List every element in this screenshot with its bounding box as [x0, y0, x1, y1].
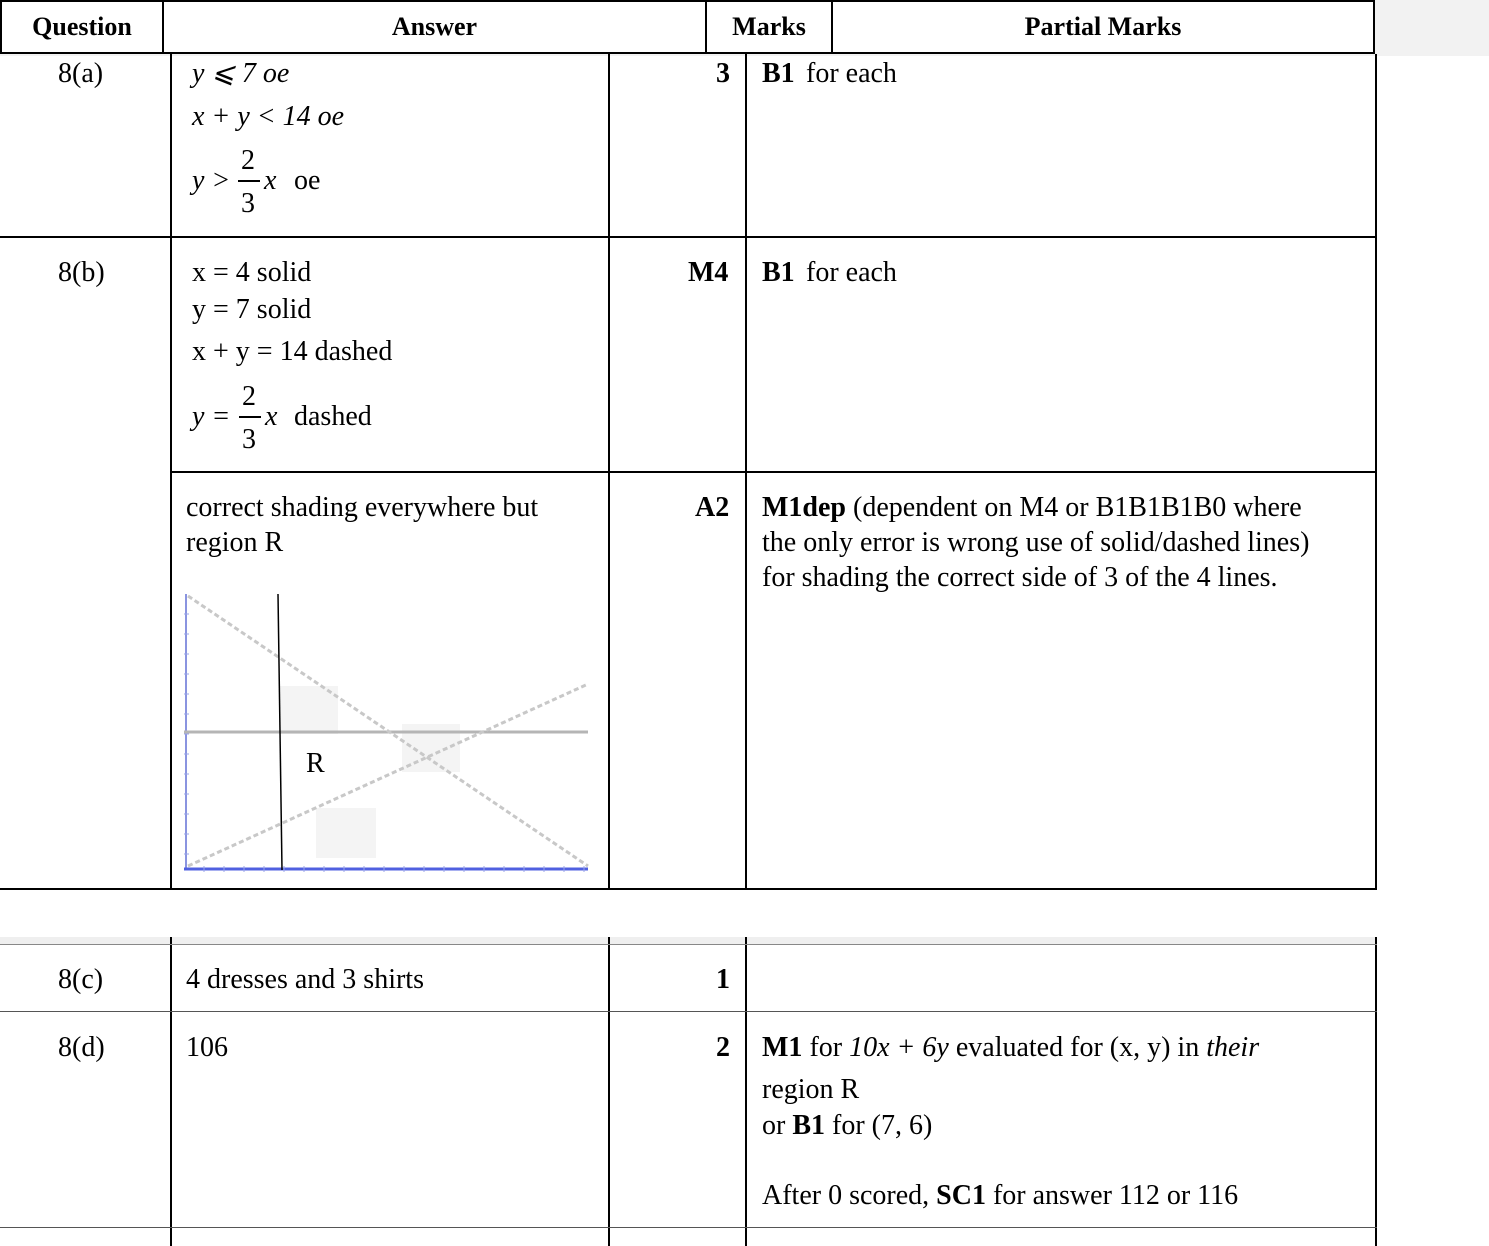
partial-8b-m1dep-line1 — [762, 494, 1302, 522]
grid-hline-8a-bottom — [0, 236, 1377, 238]
answer-8c: 4 dresses and 3 shirts — [186, 964, 424, 995]
answer-8b-line3: x + y = 14 dashed — [192, 336, 393, 367]
header-marks: Marks — [705, 0, 833, 54]
answer-8b-line2: y = 7 solid — [192, 294, 312, 325]
header-question: Question — [0, 0, 164, 54]
answer-8b-frac-den: 3 — [242, 424, 256, 455]
partial-8b-bold: B1 — [762, 257, 795, 288]
partial-8b-m1dep-bold: M1dep — [762, 492, 846, 523]
graph-line-y-two-thirds-x — [188, 684, 588, 866]
header-partial-marks: Partial Marks — [831, 0, 1375, 54]
answer-8a-line2: x + y < 14 oe — [192, 101, 345, 132]
question-8c: 8(c) — [58, 964, 104, 995]
answer-8b-frac-bar — [239, 416, 261, 418]
grid-vline-2b — [608, 937, 610, 1246]
partial-8d-line1 — [762, 1034, 1259, 1062]
marks-8b-a2: A2 — [695, 492, 730, 523]
answer-8a-frac-den: 3 — [241, 188, 255, 219]
grid-hline-8b-mid — [170, 471, 1377, 473]
answer-8b-line4-pre: y = — [192, 401, 231, 432]
answer-8a-line1: y ⩽ 7 oe — [192, 58, 290, 89]
question-8b: 8(b) — [58, 257, 105, 288]
partial-8b-m1dep-text1: (dependent on M4 or B1B1B1B0 where — [853, 492, 1302, 523]
answer-8b-frac-num: 2 — [242, 381, 256, 412]
answer-8a-frac-bar — [238, 180, 260, 182]
partial-8b-m1dep-line3: for shading the correct side of 3 of the 4 lines. — [762, 562, 1278, 593]
answer-8b-line4-dashed: dashed — [294, 401, 372, 432]
partial-8d-line4 — [762, 1182, 1238, 1210]
marks-8d: 2 — [716, 1032, 730, 1063]
answer-8a-line3-oe: oe — [294, 165, 321, 196]
region-graph — [184, 594, 590, 876]
marks-8b-m4: M4 — [688, 257, 729, 288]
grid-vline-1b — [170, 937, 172, 1246]
grid-hline-8b-bottom — [0, 888, 1377, 890]
marks-8c: 1 — [716, 964, 730, 995]
question-8a: 8(a) — [58, 58, 104, 89]
partial-8a-bold: B1 — [762, 58, 795, 89]
partial-8b-text: for each — [806, 257, 897, 288]
partial-8d-after: After 0 scored, — [762, 1180, 930, 1211]
grid-hline-8c-bottom — [0, 1011, 1377, 1012]
question-8d: 8(d) — [58, 1032, 105, 1063]
grid-hline-8d-bottom — [0, 1227, 1377, 1228]
partial-8b-m1dep-line2: the only error is wrong use of solid/dashed lines) — [762, 527, 1310, 558]
partial-8d-for: for — [809, 1032, 843, 1063]
partial-8d-sc1-text: for answer 112 or 116 — [992, 1180, 1239, 1211]
partial-8d-mid: evaluated for (x, y) in — [955, 1032, 1200, 1063]
partial-8d-their: their — [1206, 1032, 1260, 1063]
partial-8d-or: or — [762, 1110, 786, 1141]
answer-8b-shading-line2: region R — [186, 527, 284, 558]
answer-8b-shading-line1: correct shading everywhere but — [186, 492, 539, 523]
header-answer: Answer — [162, 0, 707, 54]
graph-region-label: R — [306, 748, 325, 779]
answer-8a-line3-x: x — [264, 165, 277, 196]
answer-8d: 106 — [186, 1032, 228, 1063]
partial-8d-line2: region R — [762, 1074, 860, 1105]
grid-hline-lower-top — [0, 944, 1377, 945]
partial-8d-line3 — [762, 1112, 932, 1140]
partial-8d-b1-text: for (7, 6) — [832, 1110, 933, 1141]
partial-8d-expr: 10x + 6y — [849, 1032, 949, 1063]
marks-8a: 3 — [716, 58, 730, 89]
answer-8b-line4-x: x — [265, 401, 278, 432]
answer-8a-line3-pre: y > — [192, 165, 231, 196]
partial-8d-sc1: SC1 — [936, 1180, 986, 1211]
partial-8d-m1: M1 — [762, 1032, 803, 1063]
grid-vline-3b — [745, 937, 747, 1246]
partial-8d-b1: B1 — [792, 1110, 826, 1141]
answer-8b-line1: x = 4 solid — [192, 257, 312, 288]
graph-lines — [184, 594, 590, 876]
partial-8a-text: for each — [806, 58, 897, 89]
answer-8a-frac-num: 2 — [241, 145, 255, 176]
grid-vline-4b — [1375, 937, 1377, 1246]
